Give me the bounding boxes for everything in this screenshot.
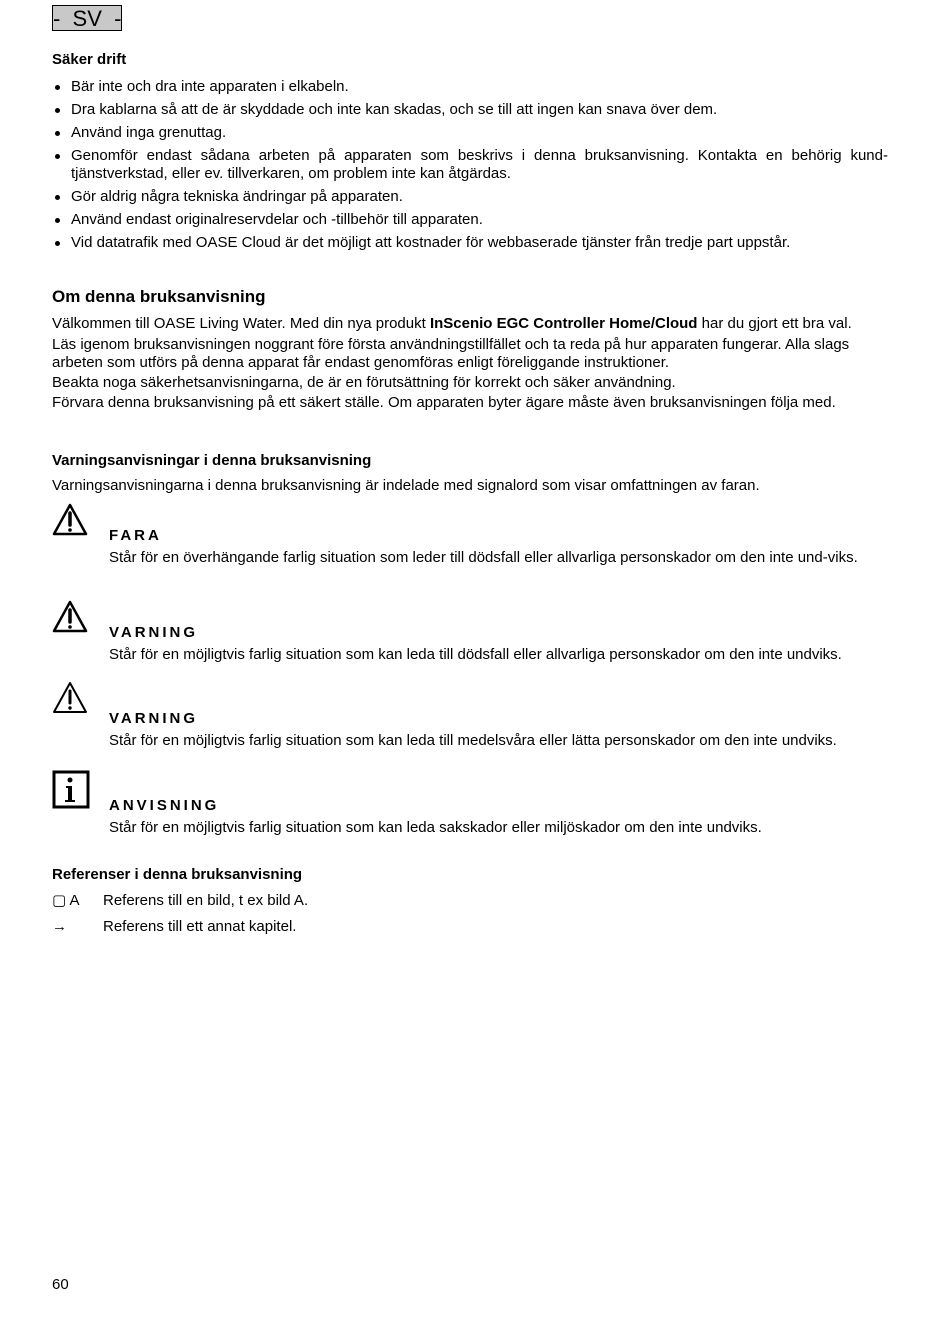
reference-text: Referens till ett annat kapitel. (103, 918, 297, 935)
warning-block-fara (52, 527, 945, 567)
section-title-warnings: Varningsanvisningar i denna bruksanvisning (52, 452, 372, 469)
arrow-right-icon: → (52, 918, 67, 935)
about-intro-after: har du gjort ett bra val. (697, 315, 852, 332)
signal-word: VARNING (109, 624, 199, 641)
page-number: 60 (52, 1276, 69, 1293)
warning-text: Står för en överhängande farlig situation som leder till dödsfall eller allvarliga personskador om den inte und-viks. (109, 549, 858, 566)
list-item (52, 892, 888, 910)
list-item: Använd inga grenuttag. (52, 124, 888, 142)
warning-block-varning (52, 710, 945, 750)
references-list (52, 892, 888, 944)
warning-text: Står för en möjligtvis farlig situation som kan leda till dödsfall eller allvarliga personskador om den inte undviks. (109, 646, 842, 663)
info-icon (52, 770, 90, 810)
about-paragraph: Läs igenom bruksanvisningen noggrant före första användningstillfället och ta reda på hur apparaten fungerar. Alla slags arbeten som utförs på denna apparat får endast genomföras enligt föreliggande instruktioner. (52, 336, 850, 371)
list-item: Bär inte och dra inte apparaten i elkabeln. (52, 78, 888, 96)
danger-triangle-icon (52, 503, 88, 537)
list-item: Dra kablarna så att de är skyddade och inte kan skadas, och se till att ingen kan snava över dem. (52, 101, 888, 119)
warning-text: Står för en möjligtvis farlig situation som kan leda till medelsvåra eller lätta personskador om den inte undviks. (109, 732, 837, 749)
list-item: Använd endast originalreservdelar och -tillbehör till apparaten. (52, 211, 888, 229)
about-paragraph: Beakta noga säkerhetsanvisningarna, de är en förutsättning för korrekt och säker användning. (52, 374, 676, 391)
section-title-safe-operation: Säker drift (52, 51, 127, 68)
about-intro (52, 315, 888, 333)
product-name: InScenio EGC Controller Home/Cloud (429, 315, 698, 332)
list-item: Gör aldrig några tekniska ändringar på apparaten. (52, 188, 888, 206)
about-paragraph: Förvara denna bruksanvisning på ett säkert ställe. Om apparaten byter ägare måste även bruksanvisningen följa med. (52, 394, 836, 411)
signal-word: ANVISNING (109, 797, 220, 814)
warning-triangle-icon (52, 600, 88, 634)
safety-list (52, 78, 888, 257)
warning-block-anvisning (52, 797, 945, 837)
figure-reference-symbol: ▢ A (52, 892, 80, 909)
about-text (52, 315, 888, 412)
list-item: Genomför endast sådana arbeten på apparaten som beskrivs i denna bruksanvisning. Kontakta en behörig kund-tjänstverkstad, eller ev. tillverkaren, om problem inte kan åtgärdas. (52, 147, 888, 183)
warning-block-varning (52, 624, 945, 664)
warnings-intro: Varningsanvisningarna i denna bruksanvisning är indelade med signalord som visar omfattningen av faran. (52, 477, 760, 494)
section-title-references: Referenser i denna bruksanvisning (52, 866, 303, 883)
signal-word: FARA (109, 527, 162, 544)
list-item (52, 918, 888, 936)
warning-text: Står för en möjligtvis farlig situation som kan leda sakskador eller miljöskador om den inte undviks. (109, 819, 762, 836)
signal-word: VARNING (109, 710, 199, 727)
language-badge: - SV - (53, 6, 122, 31)
reference-text: Referens till en bild, t ex bild A. (103, 892, 309, 909)
about-intro-before: Välkommen till OASE Living Water. Med din nya produkt (52, 315, 430, 332)
caution-triangle-icon (52, 678, 88, 718)
list-item: Vid datatrafik med OASE Cloud är det möjligt att kostnader för webbaserade tjänster från tredje part uppstår. (52, 234, 888, 252)
section-title-about: Om denna bruksanvisning (52, 287, 266, 306)
